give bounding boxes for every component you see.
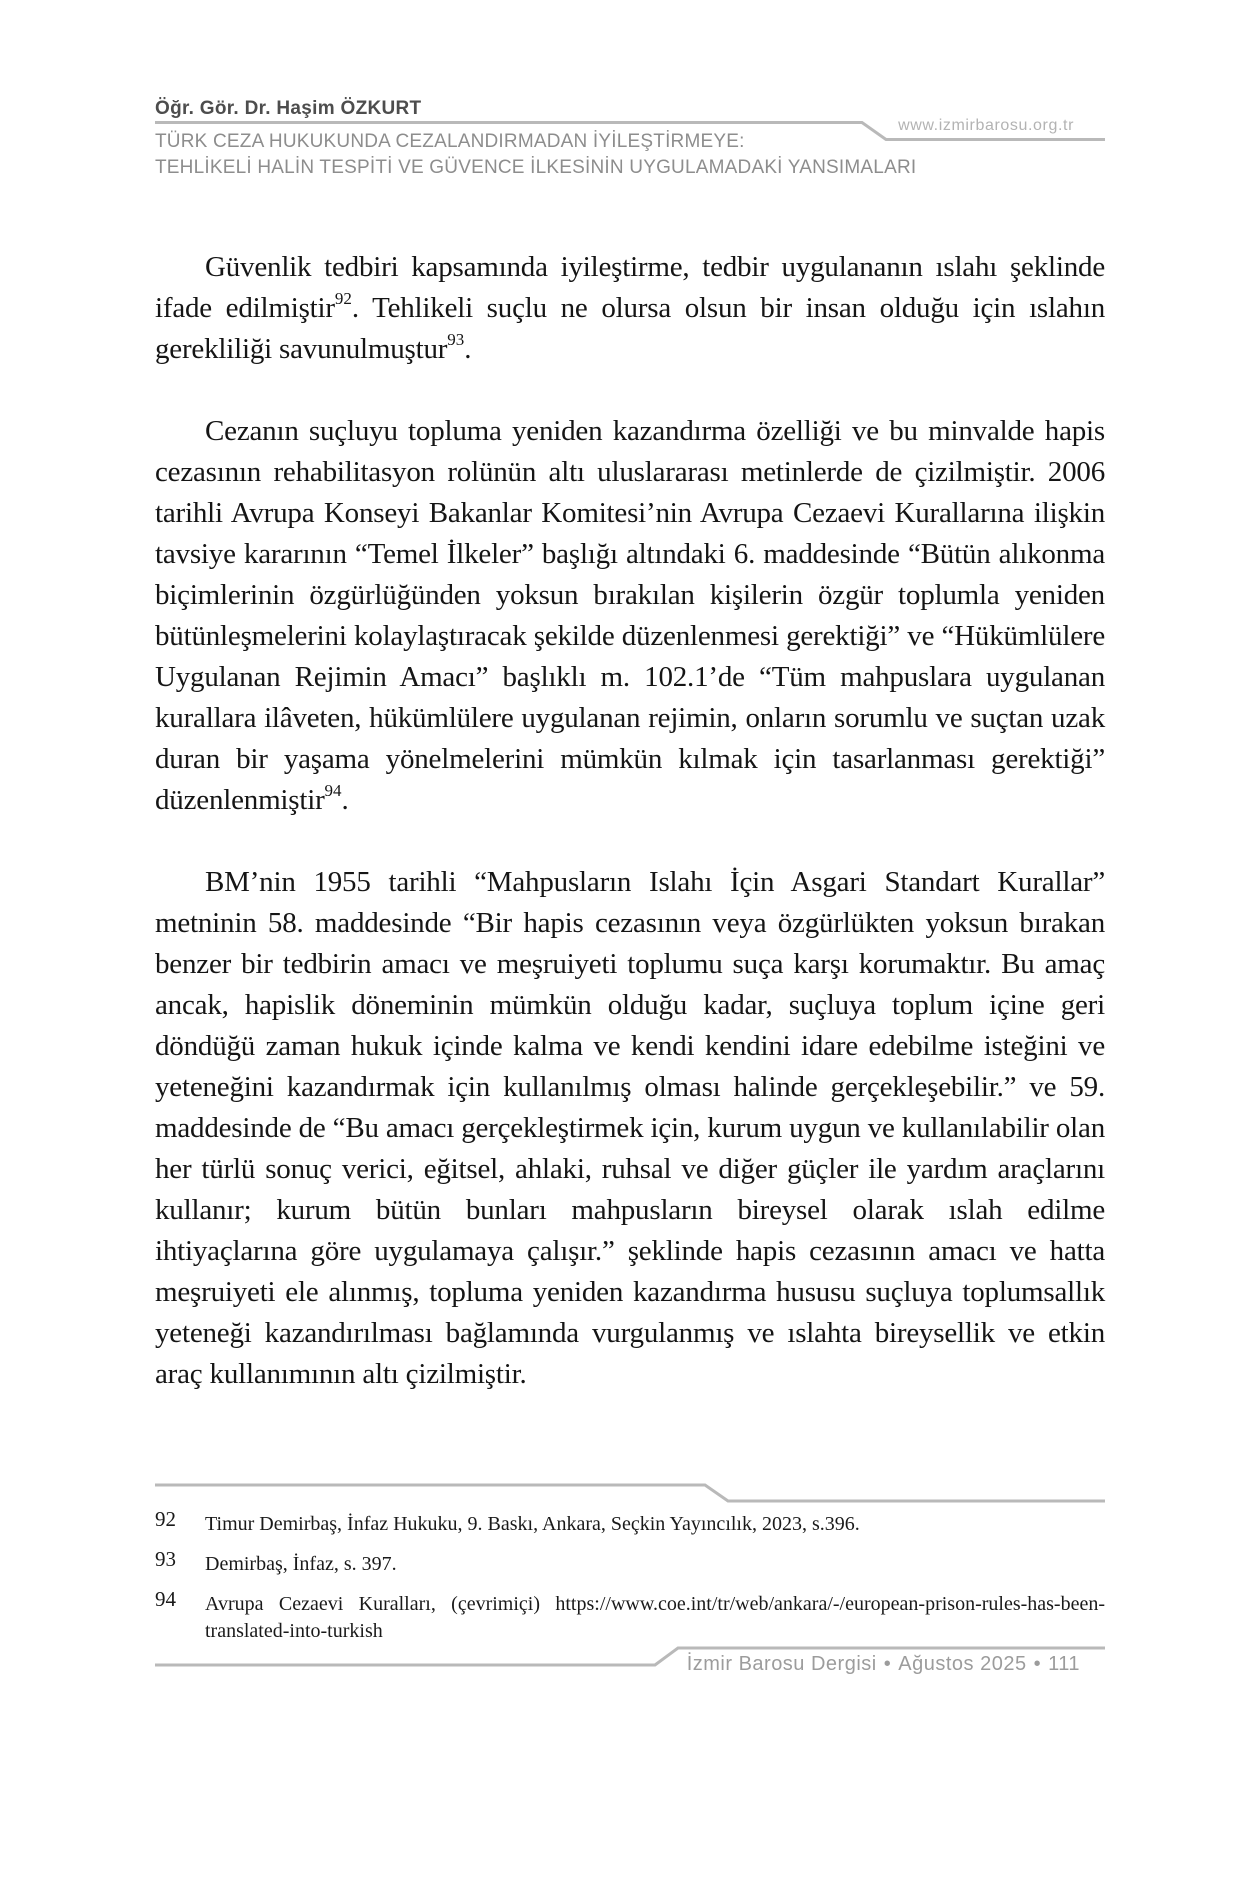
footnotes	[155, 1507, 1105, 1658]
footnote-text: Avrupa Cezaevi Kuralları, (çevrimiçi) https://www.coe.int/tr/web/ankara/-/european-prison-rules-has-been-translated-into-turkish	[205, 1593, 1105, 1642]
footnote-92	[155, 1507, 1105, 1538]
article-title	[155, 129, 1155, 181]
body-paragraph: Cezanın suçluyu topluma yeniden kazandırma özelliği ve bu minvalde hapis cezasının rehabilitasyon rolünün altı uluslararası metinlerde de çizilmiştir. 2006 tarihli Avrupa Konseyi Bakanlar Komitesi’nin Avrupa Cezaevi Kurallarına ilişkin tavsiye kararının “Temel İlkeler” başlığı altındaki 6. maddesinde “Bütün alıkonma biçimlerinin özgürlüğünden yoksun bırakılan kişilerin özgür toplumla yeniden bütünleşmelerini kolaylaştıracak şekilde düzenlenmesi gerektiği” ve “Hükümlülere Uygulanan Rejimin Amacı” başlıklı m. 102.1’de “Tüm mahpuslara uygulanan kurallara ilâveten, hükümlülere uygulanan rejimin, onların sorumlu ve suçtan uzak duran bir yaşama yönelmelerini mümkün kılmak için tasarlanması gerektiği” düzenlenmiştir$^{94}$.	[155, 415, 1105, 816]
body-paragraph: BM’nin 1955 tarihli “Mahpusların Islahı İçin Asgari Standart Kurallar” metninin 58. maddesinde “Bir hapis cezasının veya özgürlükten yoksun bırakan benzer bir tedbirin amacı ve meşruiyeti toplumu suça karşı korumaktır. Bu amaç ancak, hapislik döneminin mümkün olduğu kadar, suçluya toplum içine geri döndüğü zaman hukuk içinde kalma ve kendi kendini idare edebilme isteğini ve yeteneğini kazandırmak için kullanılmış olması halinde gerçekleşebilir.” ve 59. maddesinde de “Bu amacı gerçekleştirmek için, kurum uygun ve kullanılabilir olan her türlü sonuç verici, eğitsel, ahlaki, ruhsal ve diğer güçler ile yardım araçlarını kullanır; kurum bütün bunları mahpusların bireysel olarak ıslah edilme ihtiyaçlarına göre uygulamaya çalışır.” şeklinde hapis cezasının amacı ve hatta meşruiyeti ele alınmış, topluma yeniden kazandırma hususu suçluya toplumsallık yeteneği kazandırılması bağlamında vurgulanmış ve ıslahta bireysellik ve etkin araç kullanımının altı çizilmiştir.	[155, 866, 1105, 1390]
footnote-reference: 92	[334, 289, 352, 309]
page-number: 111	[1048, 1653, 1080, 1675]
footer-bullet: •	[1033, 1653, 1042, 1675]
website-url: www.izmirbarosu.org.tr	[898, 117, 1074, 134]
author-name: Öğr. Gör. Dr. Haşim ÖZKURT	[155, 98, 422, 119]
footnote-text: Demirbaş, İnfaz, s. 397.	[205, 1553, 397, 1575]
footnote-text: Timur Demirbaş, İnfaz Hukuku, 9. Baskı, Ankara, Seçkin Yayıncılık, 2023, s.396.	[205, 1513, 860, 1535]
article-title-line2: TEHLİKELİ HALİN TESPİTİ VE GÜVENCE İLKESİNİN UYGULAMADAKİ YANSIMALARI	[155, 157, 917, 178]
footnote-94	[155, 1587, 1105, 1645]
body-paragraph: Güvenlik tedbiri kapsamında iyileştirme, tedbir uygulananın ıslahı şeklinde ifade edilmiştir$^{92}$. Tehlikeli suçlu ne olursa olsun bir insan olduğu için ıslahın gerekliliği savunulmuştur$^{93}$.	[155, 251, 1105, 365]
footnote-number: 94	[155, 1587, 176, 1611]
footnote-separator-rule	[155, 1482, 1105, 1504]
footer-bullet: •	[883, 1653, 892, 1675]
footnote-number: 92	[155, 1507, 176, 1531]
journal-name: İzmir Barosu Dergisi	[686, 1653, 877, 1675]
footnote-reference: 94	[324, 781, 342, 801]
footnote-number: 93	[155, 1547, 176, 1571]
article-body	[155, 247, 1105, 1395]
footnote-93	[155, 1547, 1105, 1578]
footnote-reference: 93	[447, 330, 465, 350]
page-footer	[687, 1653, 1080, 1676]
article-title-line1: TÜRK CEZA HUKUKUNDA CEZALANDIRMADAN İYİLEŞTİRMEYE:	[155, 131, 745, 152]
issue-date: Ağustos 2025	[898, 1653, 1027, 1675]
